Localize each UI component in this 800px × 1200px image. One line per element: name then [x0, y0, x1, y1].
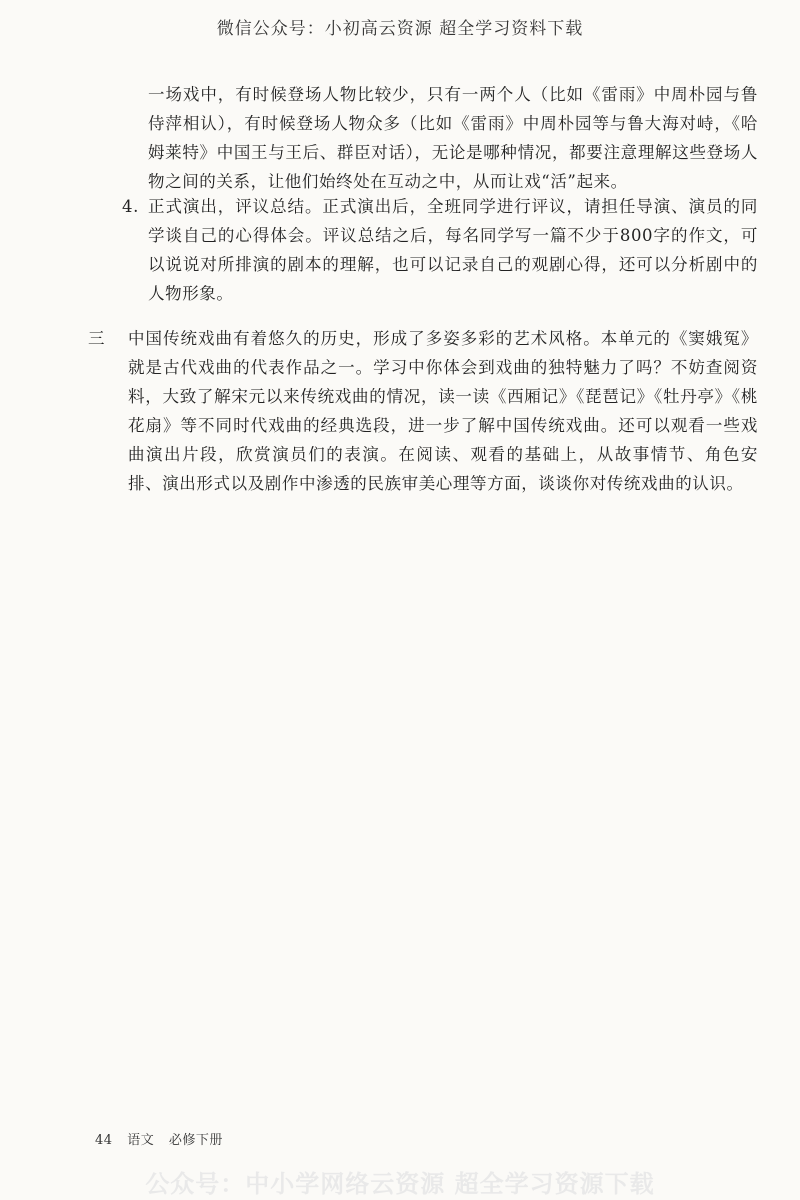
page-footer	[95, 1129, 233, 1148]
list-item-text: 正式演出，评议总结。正式演出后，全班同学进行评议，请担任导演、演员的同学谈自己的心得体会。评议总结之后，每名同学写一篇不少于800字的作文，可以说说对所排演的剧本的理解，也可以记录自己的观剧心得，还可以分析剧中的人物形象。	[148, 197, 758, 303]
section-three	[88, 324, 758, 498]
continuation-paragraph: 一场戏中，有时候登场人物比较少，只有一两个人（比如《雷雨》中周朴园与鲁侍萍相认），有时候登场人物众多（比如《雷雨》中周朴园等与鲁大海对峙，《哈姆莱特》中国王与王后、群臣对话），无论是哪种情况，都要注意理解这些登场人物之间的关系，让他们始终处在互动之中，从而让戏“活”起来。	[148, 85, 758, 191]
footer-watermark: 公众号：中小学网络云资源 超全学习资源下载	[145, 1170, 655, 1198]
header-watermark: 微信公众号：小初高云资源 超全学习资料下载	[216, 19, 584, 39]
list-item-4	[122, 192, 758, 308]
volume-label: 必修下册	[168, 1133, 223, 1148]
section-text: 中国传统戏曲有着悠久的历史，形成了多姿多彩的艺术风格。本单元的《窦娥冤》就是古代戏曲的代表作品之一。学习中你体会到戏曲的独特魅力了吗？不妨查阅资料，大致了解宋元以来传统戏曲的情况，读一读《西厢记》《琵琶记》《牡丹亭》《桃花扇》等不同时代戏曲的经典选段，进一步了解中国传统戏曲。还可以观看一些戏曲演出片段，欣赏演员们的表演。在阅读、观看的基础上，从故事情节、角色安排、演出形式以及剧作中渗透的民族审美心理等方面，谈谈你对传统戏曲的认识。	[128, 329, 758, 493]
subject-label: 语文	[127, 1133, 155, 1148]
section-number: 三	[88, 329, 106, 348]
page-number: 44	[95, 1133, 113, 1148]
list-item-number: 4.	[122, 197, 139, 216]
